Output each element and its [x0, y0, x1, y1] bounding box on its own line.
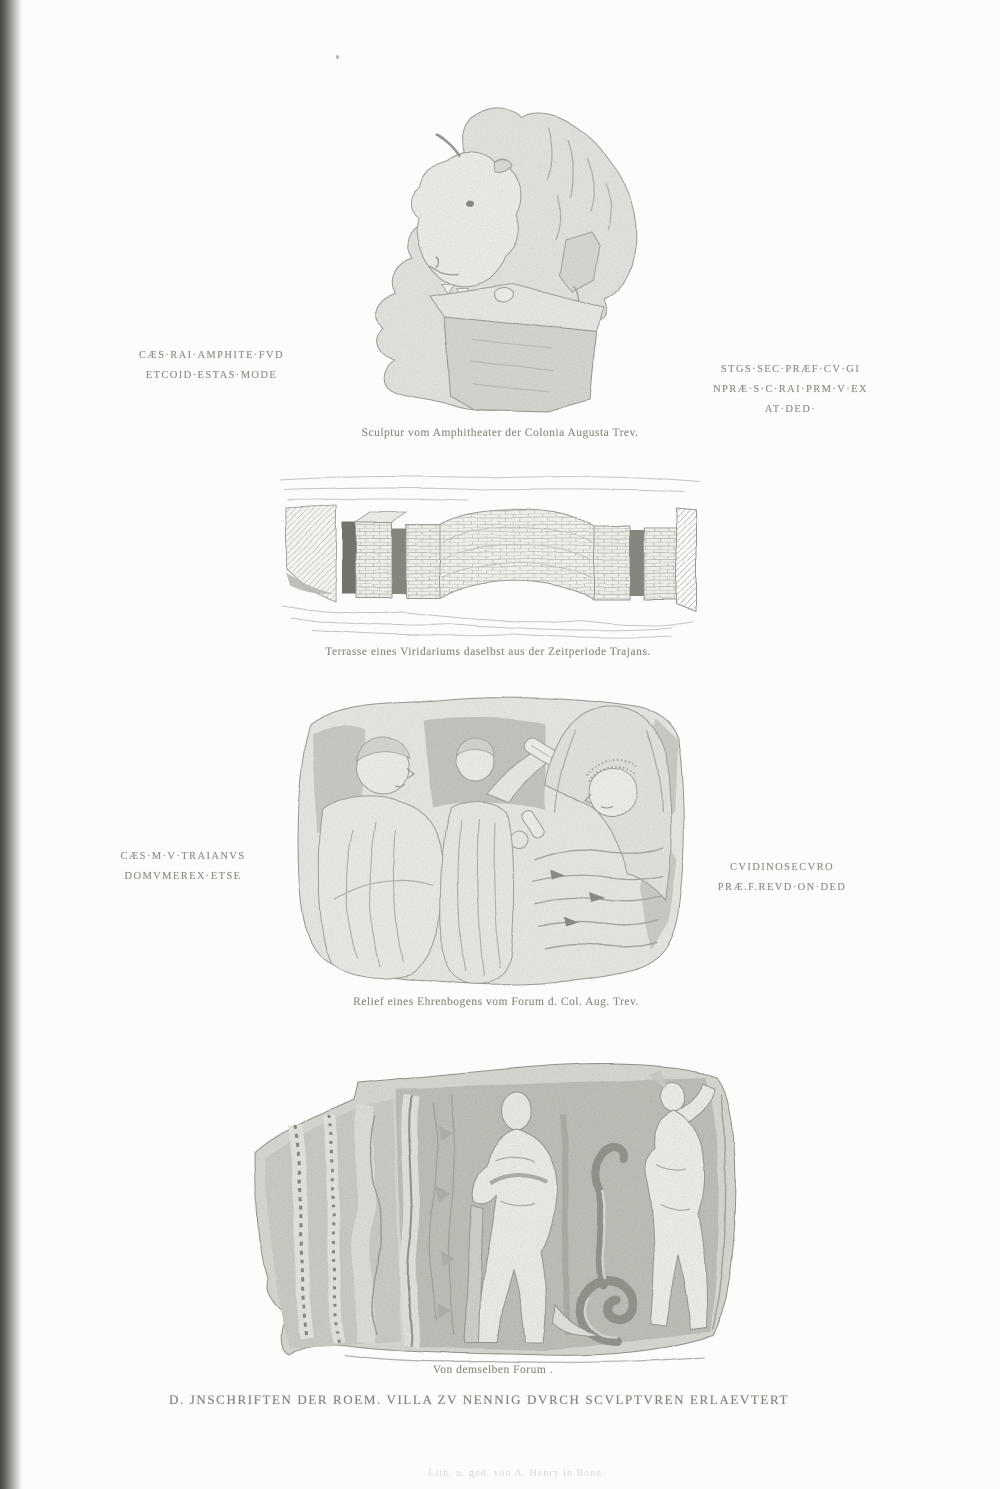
figure-forum-relief-nudes-drawing — [225, 1055, 750, 1365]
inscription-top-right — [698, 360, 883, 420]
inscription-line: CÆS·M·V·TRAIANVS — [120, 851, 246, 862]
figure-forum-arch-relief-drawing — [283, 690, 691, 990]
figure-amphitheater-sculpture-drawing — [352, 100, 652, 422]
inscription-line: ETCOID·ESTAS·MODE — [145, 369, 278, 381]
inscription-line: DOMVMEREX·ETSE — [124, 870, 242, 882]
inscription-line: AT·DED· — [764, 403, 817, 415]
figure-viridarium-terrace-drawing — [272, 472, 704, 640]
figure-caption: Von demselben Forum . — [432, 1364, 554, 1376]
figure-caption: Relief eines Ehrenbogens vom Forum d. Col. Aug. Trev. — [353, 996, 639, 1008]
inscription-mid-left — [108, 847, 258, 887]
ink-speck — [336, 55, 339, 59]
inscription-line: CVIDINOSECVRO — [730, 862, 834, 873]
inscription-line: STGS·SEC·PRÆF·CV·GI — [720, 364, 861, 375]
inscription-line: NPRÆ·S·C·RAI·PRM·V·EX — [713, 383, 868, 395]
plate-title: D. JNSCHRIFTEN DER ROEM. VILLA ZV NENNIG DVRCH SCVLPTVREN ERLAEVTERT — [169, 1392, 789, 1407]
inscription-line: PRÆ.F.REVD·ON·DED — [717, 881, 847, 893]
inscription-top-left — [124, 346, 299, 386]
scan-gutter-shadow — [0, 0, 22, 1489]
figure-caption: Sculptur vom Amphitheater der Colonia Augusta Trev. — [361, 427, 639, 439]
inscription-mid-right — [702, 858, 862, 898]
printer-imprint: Lith. u. ged. von A. Henry in Bonn. — [428, 1468, 606, 1479]
figure-caption: Terrasse eines Viridariums daselbst aus der Zeitperiode Trajans. — [325, 646, 651, 658]
inscription-line: CÆS·RAI·AMPHITE·FVD — [138, 350, 285, 361]
